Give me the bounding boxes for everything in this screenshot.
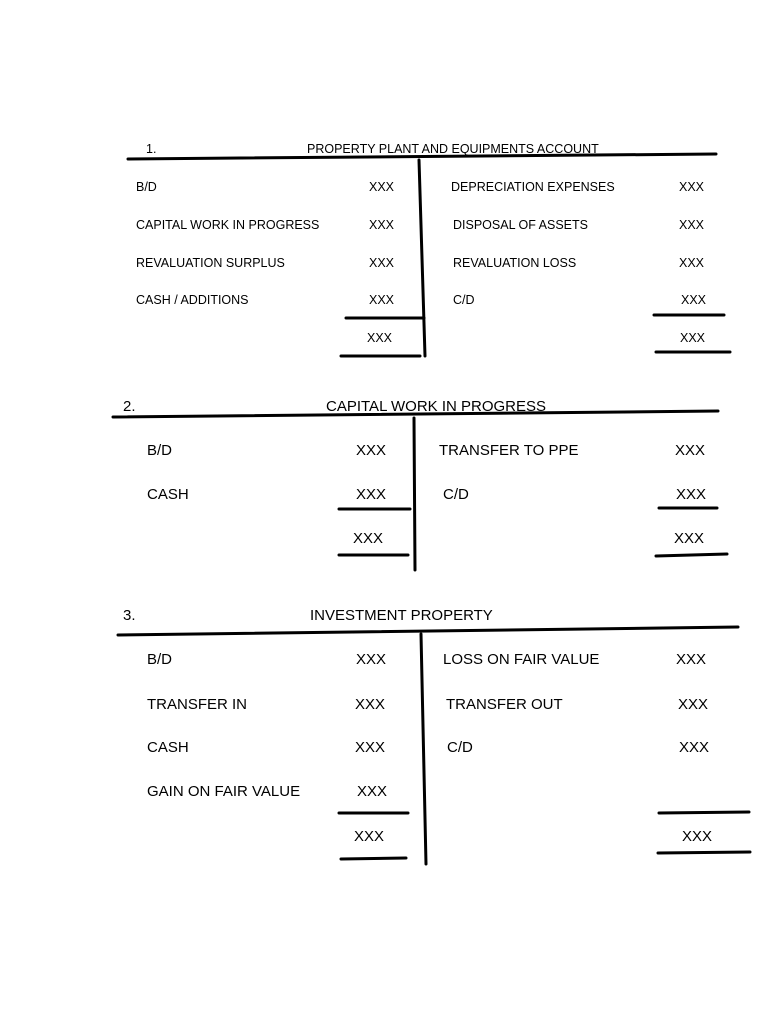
account-1-credit-amount: XXX <box>681 293 707 307</box>
account-3-credit-amount: XXX <box>679 739 710 756</box>
account-2-debit-total: XXX <box>353 530 384 547</box>
account-1-title: PROPERTY PLANT AND EQUIPMENTS ACCOUNT <box>307 142 599 156</box>
account-1-credit-label: REVALUATION LOSS <box>453 256 577 270</box>
account-1-credit-label: DISPOSAL OF ASSETS <box>453 218 588 232</box>
account-1-credit-amount: XXX <box>679 256 705 270</box>
account-3-number: 3. <box>123 607 136 624</box>
account-2-credit-total: XXX <box>674 530 705 547</box>
account-2-debit-amount: XXX <box>356 486 387 503</box>
account-3-debit-amount: XXX <box>356 651 387 668</box>
account-2-debit-label: B/D <box>147 442 173 459</box>
account-1-debit-amount: XXX <box>369 256 395 270</box>
account-1-credit-amount: XXX <box>679 218 705 232</box>
account-1-debit-label: REVALUATION SURPLUS <box>136 256 285 270</box>
account-1-credit-label: C/D <box>453 293 475 307</box>
account-2-credit-label: C/D <box>443 486 469 503</box>
account-3-credit-label: C/D <box>447 739 473 756</box>
account-3-debit-total-rule <box>341 858 406 859</box>
account-2-credit-amount: XXX <box>676 486 707 503</box>
account-1-credit-total: XXX <box>680 331 706 345</box>
account-3-debit-amount: XXX <box>355 696 386 713</box>
account-1-number: 1. <box>146 142 157 156</box>
account-3-title: INVESTMENT PROPERTY <box>310 607 493 624</box>
account-3-debit-label: TRANSFER IN <box>147 696 248 713</box>
account-3-credit-amount: XXX <box>676 651 707 668</box>
account-1-debit-amount: XXX <box>369 218 395 232</box>
account-3-credit-amount: XXX <box>678 696 709 713</box>
account-2-credit-total-rule <box>656 554 727 556</box>
account-3-credit-total-rule <box>658 852 750 853</box>
account-3-credit-total: XXX <box>682 828 713 845</box>
account-3-debit-label: GAIN ON FAIR VALUE <box>147 783 301 800</box>
account-3-credit-label: LOSS ON FAIR VALUE <box>443 651 600 668</box>
account-2-credit-amount: XXX <box>675 442 706 459</box>
account-3-debit-amount: XXX <box>355 739 386 756</box>
account-2-debit-amount: XXX <box>356 442 387 459</box>
account-3-debit-total: XXX <box>354 828 385 845</box>
account-1-debit-label: B/D <box>136 180 157 194</box>
account-1-debit-label: CASH / ADDITIONS <box>136 293 249 307</box>
account-1-debit-label: CAPITAL WORK IN PROGRESS <box>136 218 320 232</box>
account-3-debit-label: CASH <box>147 739 189 756</box>
account-3-credit-label: TRANSFER OUT <box>446 696 563 713</box>
account-2-debit-label: CASH <box>147 486 189 503</box>
account-2-credit-label: TRANSFER TO PPE <box>439 442 579 459</box>
account-1-debit-total: XXX <box>367 331 393 345</box>
account-1-debit-amount: XXX <box>369 180 395 194</box>
account-3-credit-subtotal-rule <box>659 812 749 813</box>
account-2-title: CAPITAL WORK IN PROGRESS <box>326 398 547 415</box>
account-2-number: 2. <box>123 398 136 415</box>
account-1-credit-label: DEPRECIATION EXPENSES <box>451 180 615 194</box>
account-3-center-rule <box>421 634 426 864</box>
account-3-debit-amount: XXX <box>357 783 388 800</box>
account-1-credit-amount: XXX <box>679 180 705 194</box>
account-3-debit-label: B/D <box>147 651 173 668</box>
account-1-debit-amount: XXX <box>369 293 395 307</box>
account-1-center-rule <box>419 160 425 356</box>
account-3-top-rule <box>118 627 738 635</box>
account-2-center-rule <box>414 418 415 570</box>
